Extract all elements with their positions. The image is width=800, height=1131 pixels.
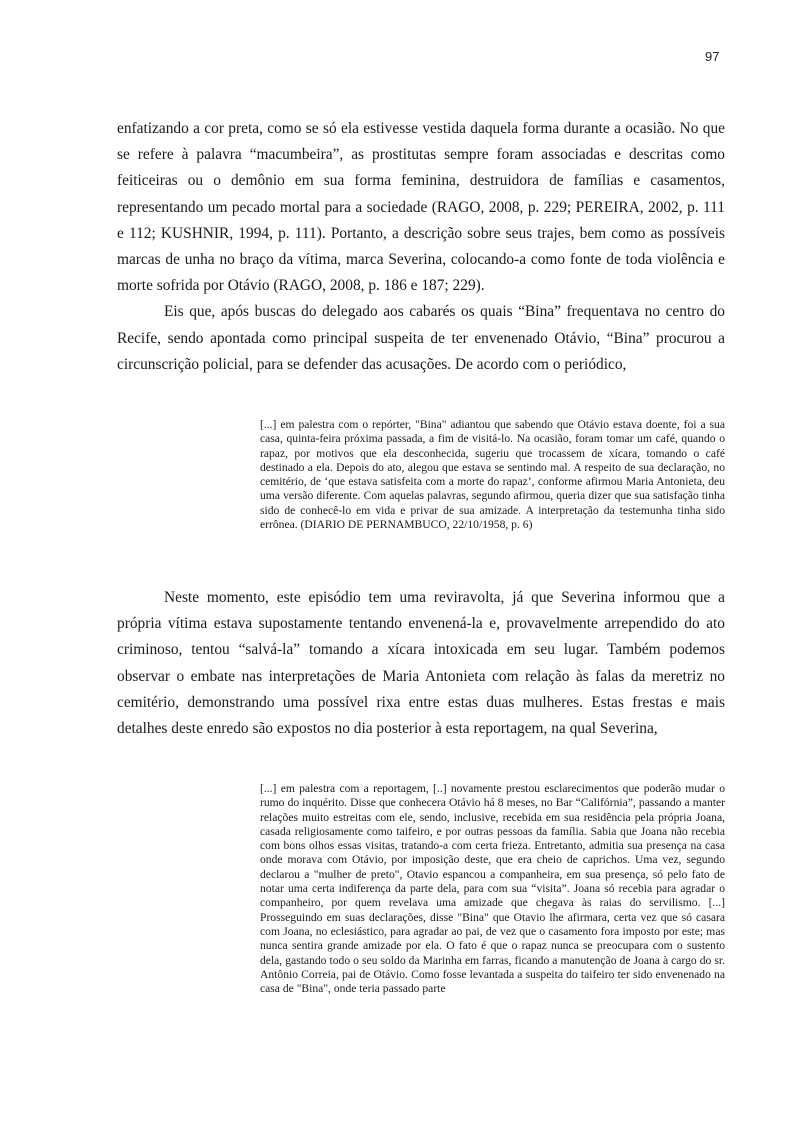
paragraph-3: Neste momento, este episódio tem uma reviravolta, já que Severina informou que a própria vítima estava supostamente tentando envenená-la e, provavelmente arrependido do ato criminoso, tentou “salvá-la” tomando a xícara intoxicada em seu lugar. Também podemos observar o embate nas interpretações de Maria Antonieta com relação às falas da meretriz no cemitério, demonstrando uma possível rixa entre estas duas mulheres. Estas frestas e mais detalhes deste enredo são expostos no dia posterior à esta reportagem, na qual Severina, (117, 589, 725, 738)
block-quote-1: [...] em palestra com o repórter, "Bina" adiantou que sabendo que Otávio estava doente, foi a sua casa, quinta-feira próxima passada, a fim de visitá-lo. Na ocasião, foram tomar um café, quando o rapaz, por motivos que ela desconhecida, sugeriu que trocassem de xícara, tomando o café destinado a ela. Depois do ato, alegou que estava se sentindo mal. A respeito de sua declaração, no cemitério, de ‘que estava satisfeita com a morte do rapaz’, conforme afirmou Maria Antonieta, deu uma versão diferente. Com aquelas palavras, segundo afirmou, queria dizer que sua satisfação tinha sido de conhecê-lo em vida e privar de sua amizade. A interpretação da testemunha tinha sido errônea. (DIARIO DE PERNAMBUCO, 22/10/1958, p. 6) (260, 418, 725, 532)
body-text-middle (117, 585, 725, 742)
block-quote-2: [...] em palestra com a reportagem, [..] novamente prestou esclarecimentos que poderão mudar o rumo do inquérito. Disse que conhecera Otávio há 8 meses, no Bar “Califórnia”, passando a manter relações muito estreitas com ele, sendo, inclusive, recebida em sua residência pela própria Joana, casada religiosamente como taifeiro, e por outras pessoas da família. Sabia que Joana não recebia com bons olhos essas visitas, tratando-a com certa frieza. Entretanto, admitia sua presença na casa onde morava com Otávio, por imposição deste, que era cheio de caprichos. Uma vez, segundo declarou a "mulher de preto", Otavio espancou a companheira, em sua presença, só pelo fato de notar uma certa indiferença da parte dela, para com sua “visita”. Joana só recebia para agradar o companheiro, por quem revelava uma amizade que chegava às raias do servilismo. [...] Prosseguindo em suas declarações, disse "Bina" que Otavio lhe afirmara, certa vez que só casara com Joana, no eclesiástico, para agradar ao pai, de vez que o casamento fora imposto por este; mas nunca sentira grande amizade por ela. O fato é que o rapaz nunca se preocupara com o sustento dela, gastando todo o seu soldo da Marinha em farras, ficando a manutenção de Joana à cargo do sr. Antônio Correia, pai de Otávio. Como fosse levantada a suspeita do taifeiro ter sido envenenado na casa de "Bina", onde teria passado parte (260, 782, 725, 996)
page-number: 97 (705, 49, 720, 64)
paragraph-1: enfatizando a cor preta, como se só ela estivesse vestida daquela forma durante a ocasião. No que se refere à palavra “macumbeira”, as prostitutas sempre foram associadas e descritas como feiticeiras ou o demônio em sua forma feminina, destruidora de famílias e casamentos, representando um pecado mortal para a sociedade (RAGO, 2008, p. 229; PEREIRA, 2002, p. 111 e 112; KUSHNIR, 1994, p. 111). Portanto, a descrição sobre seus trajes, bem como as possíveis marcas de unha no braço da vítima, marca Severina, colocando-a como fonte de toda violência e morte sofrida por Otávio (RAGO, 2008, p. 186 e 187; 229). (117, 120, 725, 295)
paragraph-2: Eis que, após buscas do delegado aos cabarés os quais “Bina” frequentava no centro do Recife, sendo apontada como principal suspeita de ter envenenado Otávio, “Bina” procurou a circunscrição policial, para se defender das acusações. De acordo com o periódico, (117, 303, 725, 373)
body-text-upper (117, 116, 725, 378)
